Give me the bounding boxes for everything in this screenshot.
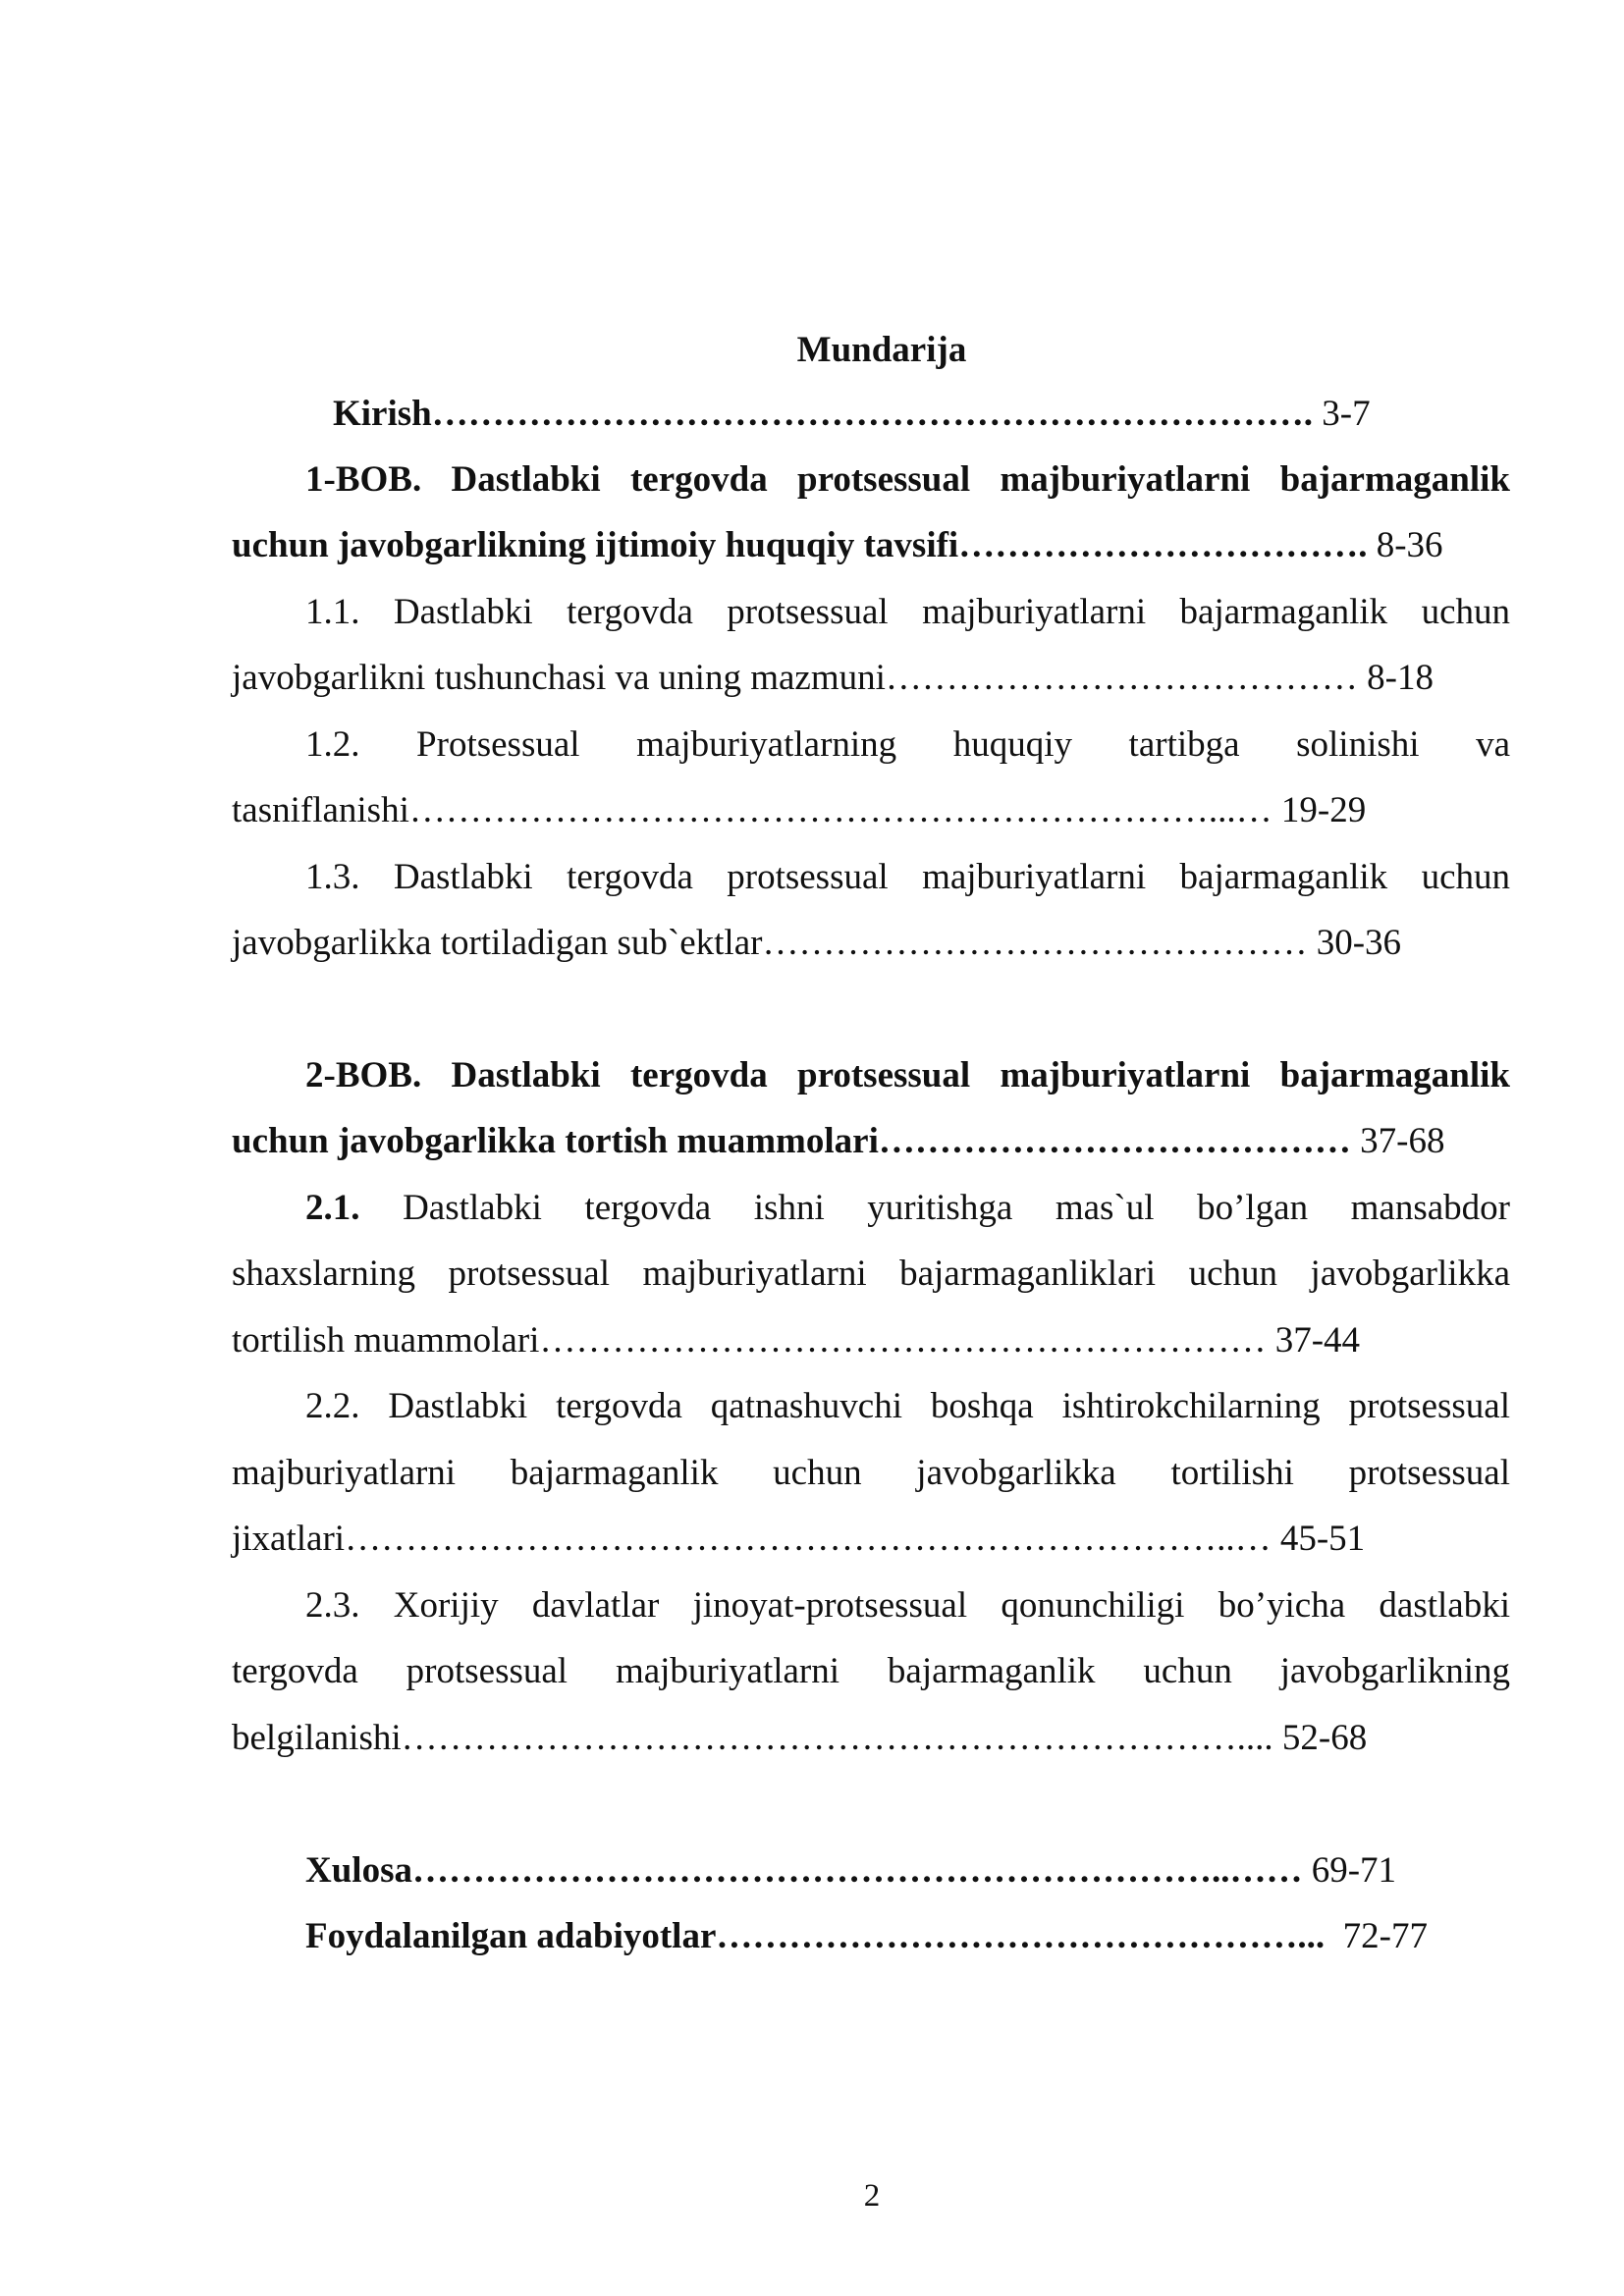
- toc-entry-2-1-line1[interactable]: [305, 1184, 1510, 1233]
- toc-entry-1-1-line2[interactable]: [232, 654, 1434, 703]
- toc-entry-adabiyotlar[interactable]: [305, 1912, 1428, 1961]
- toc-pages: 45-51: [1279, 1519, 1366, 1559]
- toc-label: javobgarlikni tushunchasi va uning mazmuni: [232, 658, 886, 698]
- toc-entry-1-2-line1[interactable]: 1.2. Protsessual majburiyatlarning huquqiy tartibga solinishi va: [305, 724, 1510, 765]
- toc-label: Xulosa: [305, 1850, 412, 1891]
- toc-label: Foydalanilgan adabiyotlar: [305, 1916, 717, 1956]
- toc-label: Kirish: [333, 394, 432, 434]
- toc-pages: 37-68: [1360, 1121, 1445, 1161]
- toc-entry-kirish[interactable]: [333, 390, 1371, 439]
- toc-label: Dastlabki tergovda ishni yuritishga mas`ul bo’lgan mansabdor: [403, 1188, 1510, 1228]
- page-number: 2: [863, 2178, 881, 2214]
- toc-entry-2-1-line3[interactable]: [232, 1316, 1360, 1365]
- toc-dots: …………………………………: [878, 1121, 1351, 1161]
- toc-pages: 52-68: [1281, 1718, 1368, 1758]
- page-title: Mundarija: [796, 330, 967, 370]
- toc-dots: …………………………………………………………...…: [408, 790, 1272, 830]
- toc-dots: ………………………………………: [762, 923, 1308, 963]
- toc-entry-bob1-line2[interactable]: [232, 521, 1443, 570]
- toc-label: tasniflanishi: [232, 790, 409, 830]
- toc-pages: 69-71: [1311, 1850, 1397, 1891]
- toc-entry-2-3-line1[interactable]: 2.3. Xorijiy davlatlar jinoyat-protsessual qonunchiligi bo’yicha dastlabki: [305, 1585, 1510, 1626]
- toc-entry-2-3-line2[interactable]: tergovda protsessual majburiyatlarni bajarmaganlik uchun javobgarlikning: [232, 1651, 1510, 1691]
- toc-entry-2-2-line3[interactable]: [232, 1515, 1365, 1564]
- toc-entry-xulosa[interactable]: [305, 1846, 1396, 1896]
- toc-dots: …………………………………………………………..……: [411, 1850, 1303, 1891]
- toc-dots: …………………………….: [958, 525, 1368, 565]
- toc-dots: ……………………………………………………: [539, 1320, 1267, 1361]
- toc-pages: 30-36: [1316, 923, 1402, 963]
- toc-entry-bob2-line1[interactable]: 2-BOB. Dastlabki tergovda protsessual majburiyatlarni bajarmaganlik: [305, 1055, 1510, 1095]
- toc-section-number: 2.1.: [305, 1188, 360, 1228]
- toc-pages: 37-44: [1274, 1320, 1361, 1361]
- toc-entry-1-3-line1[interactable]: 1.3. Dastlabki tergovda protsessual majburiyatlarni bajarmaganlik uchun: [305, 857, 1510, 897]
- toc-entry-2-2-line2[interactable]: majburiyatlarni bajarmaganlik uchun javobgarlikka tortilishi protsessual: [232, 1453, 1510, 1493]
- toc-entry-1-1-line1[interactable]: 1.1. Dastlabki tergovda protsessual majburiyatlarni bajarmaganlik uchun: [305, 592, 1510, 632]
- toc-label: javobgarlikka tortiladigan sub`ektlar: [232, 923, 763, 963]
- toc-label: belgilanishi: [232, 1718, 402, 1758]
- toc-pages: 72-77: [1342, 1916, 1428, 1956]
- toc-pages: 3-7: [1322, 394, 1371, 434]
- toc-dots: ………………………………………………………………..…: [345, 1519, 1272, 1559]
- toc-entry-1-3-line2[interactable]: [232, 919, 1401, 968]
- toc-dots: ……………………………………………………………....: [401, 1718, 1273, 1758]
- toc-entry-bob2-line2[interactable]: [232, 1117, 1444, 1166]
- toc-entry-2-2-line1[interactable]: 2.2. Dastlabki tergovda qatnashuvchi boshqa ishtirokchilarning protsessual: [305, 1386, 1510, 1426]
- toc-dots: …………………………………: [885, 658, 1358, 698]
- toc-pages: 8-18: [1367, 658, 1434, 698]
- toc-pages: 8-36: [1376, 525, 1443, 565]
- toc-entry-bob1-line1[interactable]: 1-BOB. Dastlabki tergovda protsessual majburiyatlarni bajarmaganlik: [305, 459, 1510, 500]
- toc-dots: ……………………………………………………………….: [431, 394, 1313, 434]
- toc-pages: 19-29: [1280, 790, 1367, 830]
- toc-entry-2-3-line3[interactable]: [232, 1714, 1367, 1763]
- toc-label: jixatlari: [232, 1519, 346, 1559]
- toc-label: uchun javobgarlikka tortish muammolari: [232, 1121, 879, 1161]
- toc-label: tortilish muammolari: [232, 1320, 540, 1361]
- toc-entry-2-1-line2[interactable]: shaxslarning protsessual majburiyatlarni bajarmaganliklari uchun javobgarlikka: [232, 1254, 1510, 1294]
- toc-entry-1-2-line2[interactable]: [232, 786, 1366, 835]
- toc-dots: …………………………………………...: [716, 1916, 1326, 1956]
- toc-label: uchun javobgarlikning ijtimoiy huquqiy tavsifi: [232, 525, 959, 565]
